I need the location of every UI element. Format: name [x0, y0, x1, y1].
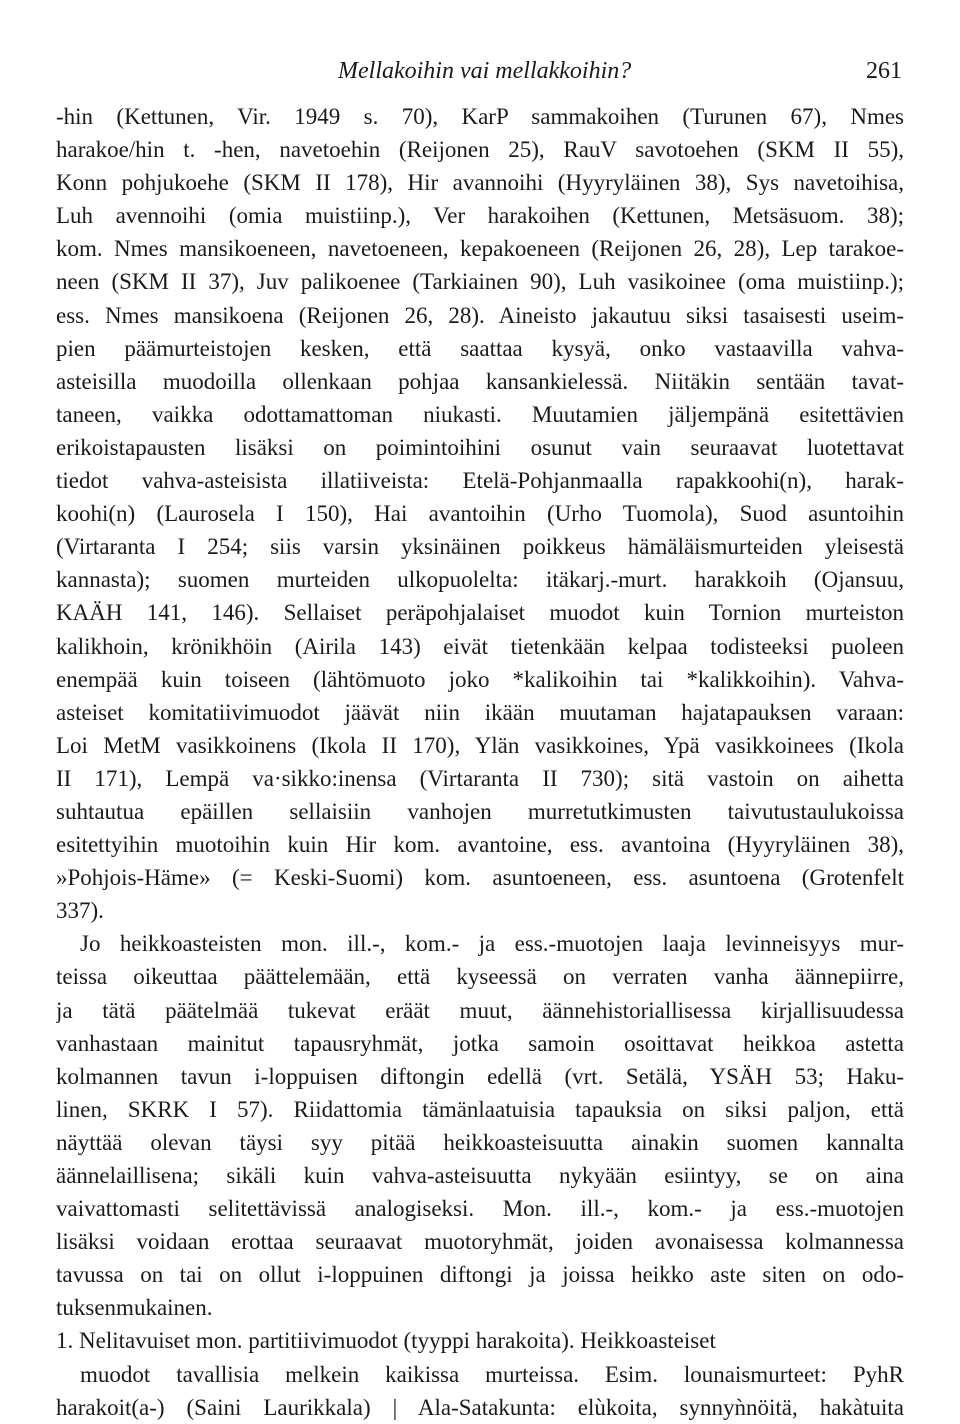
text-line: äännelaillisena; sikäli kuin vahva-asteisuutta nykyään esiintyy, se on aina	[56, 1163, 904, 1188]
page-number: 261	[866, 58, 902, 84]
text-line: harakoit(a-) (Saini Laurikkala) | Ala-Satakunta: elùkoita, synnyǹnöitä, hakàtuita	[56, 1394, 904, 1420]
text-line: lisäksi voidaan erottaa seuraavat muotoryhmät, joiden avonaisessa kolmannessa	[56, 1229, 904, 1255]
text-line: II 171), Lempä va·sikko:inensa (Virtaranta II 730); sitä vastoin on aihetta	[56, 765, 904, 791]
text-line: asteiset komitatiivimuodot jäävät niin ikään muutaman hajatapauksen varaan:	[56, 699, 904, 725]
running-header	[0, 58, 960, 92]
text-line: (Virtaranta I 254; siis varsin yksinäinen poikkeus hämäläismurteiden yleisestä	[56, 534, 904, 560]
text-line: näyttää olevan täysi syy pitää heikkoasteisuutta ainakin suomen kannalta	[56, 1129, 904, 1155]
text-line: taneen, vaikka odottamattoman niukasti. Muutamien jäljempänä esitettävien	[56, 401, 904, 427]
text-line: Luh avennoihi (omia muistiinp.), Ver harakoihen (Kettunen, Metsäsuom. 38);	[56, 203, 904, 229]
text-line: suhtautua epäillen sellaisiin vanhojen murretutkimusten taivutustaulukoissa	[56, 798, 904, 824]
text-line: esitettyihin muotoihin kuin Hir kom. avantoine, ess. avantoina (Hyyryläinen 38),	[56, 832, 904, 858]
text-line: 1. Nelitavuiset mon. partitiivimuodot (tyyppi harakoita). Heikkoasteiset	[56, 1328, 716, 1354]
text-line: asteisilla muodoilla ollenkaan pohjaa kansankielessä. Niitäkin sentään tavat-	[56, 368, 904, 394]
text-line: tavussa on tai on ollut i-loppuinen diftongi ja joissa heikko aste siten on odo-	[56, 1262, 904, 1288]
text-line: Konn pohjukoehe (SKM II 178), Hir avannoihi (Hyyryläinen 38), Sys navetoihisa,	[56, 170, 904, 196]
text-line: linen, SKRK I 57). Riidattomia tämänlaatuisia tapauksia on siksi paljon, että	[56, 1096, 904, 1122]
text-line: pien päämurteistojen kesken, että saattaa kysyä, onko vastaavilla vahva-	[56, 335, 904, 361]
text-line: »Pohjois-Häme» (= Keski-Suomi) kom. asuntoeneen, ess. asuntoena (Grotenfelt	[56, 865, 904, 891]
running-title: Mellakoihin vai mellakkoihin?	[338, 58, 632, 84]
text-line: KAÄH 141, 146). Sellaiset peräpohjalaiset muodot kuin Tornion murteiston	[56, 600, 904, 626]
text-line: Loi MetM vasikkoinens (Ikola II 170), Ylän vasikkoines, Ypä vasikkoinees (Ikola	[56, 732, 904, 758]
text-line: neen (SKM II 37), Juv palikoenee (Tarkiainen 90), Luh vasikoinee (oma muistiinp.);	[56, 269, 904, 295]
text-line: vanhastaan mainitut tapausryhmät, jotka samoin osoittavat heikkoa astetta	[56, 1030, 904, 1056]
text-line: ess. Nmes mansikoena (Reijonen 26, 28). Aineisto jakautuu siksi tasaisesti useim-	[56, 302, 904, 328]
text-line: kolmannen tavun i-loppuisen diftongin edellä (vrt. Setälä, YSÄH 53; Haku-	[56, 1063, 904, 1089]
text-line: tiedot vahva-asteisista illatiiveista: Etelä-Pohjanmaalla rapakkoohi(n), harak-	[56, 468, 904, 494]
text-line: enempää kuin toiseen (lähtömuoto joko *kalikoihin tai *kalikkoihin). Vahva-	[56, 666, 904, 692]
text-line: tuksenmukainen.	[56, 1295, 213, 1321]
text-line: Jo heikkoasteisten mon. ill.-, kom.- ja ess.-muotojen laaja levinneisyys mur-	[80, 931, 904, 957]
text-line: kom. Nmes mansikoeneen, navetoeneen, kepakoeneen (Reijonen 26, 28), Lep tarakoe-	[56, 236, 904, 262]
text-line: kalikhoin, krönikhöin (Airila 143) eivät tietenkään kelpaa todisteeksi puoleen	[56, 633, 904, 659]
text-line: 337).	[56, 898, 104, 924]
text-line: erikoistapausten lisäksi on poimintoihini osunut vain seuraavat luotettavat	[56, 434, 904, 460]
text-line: -hin (Kettunen, Vir. 1949 s. 70), KarP sammakoihen (Turunen 67), Nmes	[56, 104, 904, 129]
text-line: muodot tavallisia melkein kaikissa murteissa. Esim. lounaismurteet: PyhR	[80, 1361, 904, 1387]
text-line: teissa oikeuttaa päättelemään, että kyseessä on verraten vanha äännepiirre,	[56, 964, 904, 990]
text-line: ja tätä päätelmää tukevat eräät muut, äännehistoriallisessa kirjallisuudessa	[56, 997, 904, 1023]
text-line: vaivattomasti selitettävissä analogiseksi. Mon. ill.-, kom.- ja ess.-muotojen	[56, 1196, 904, 1222]
text-line: harakoe/hin t. -hen, navetoehin (Reijonen 25), RauV savotoehen (SKM II 55),	[56, 137, 904, 163]
text-line: koohi(n) (Laurosela I 150), Hai avantoihin (Urho Tuomola), Suod asuntoihin	[56, 501, 904, 527]
text-line: kannasta); suomen murteiden ulkopuolelta: itäkarj.-murt. harakkoih (Ojansuu,	[56, 567, 904, 593]
body-text	[56, 100, 904, 1424]
